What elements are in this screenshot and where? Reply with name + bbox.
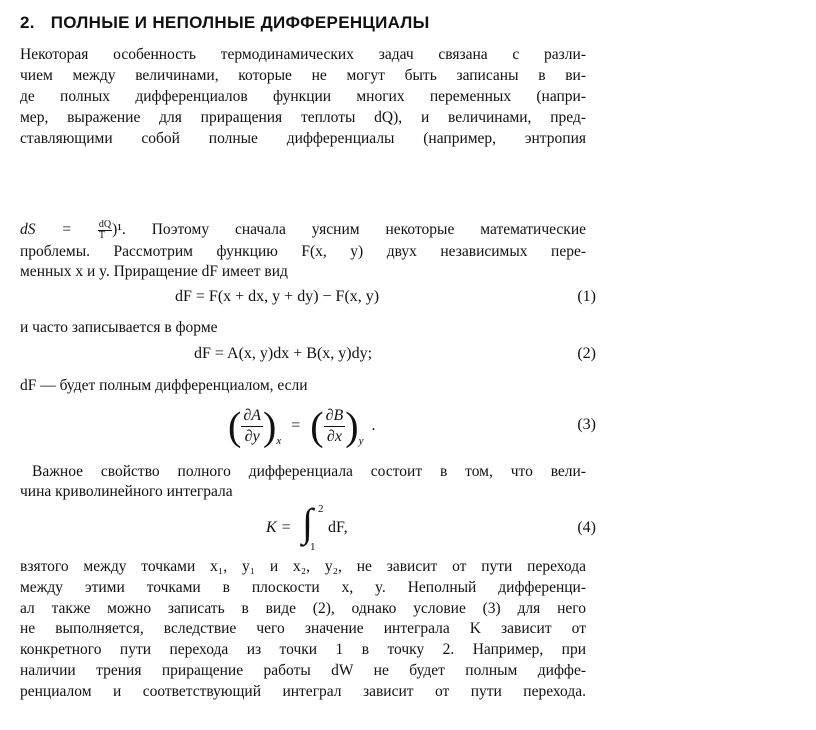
integral-lhs: K = [266,519,292,536]
p2-line: проблемы. Рассмотрим функцию F(x, y) двух независимых пере- [20,243,586,260]
p2-line-1 [20,218,586,242]
p4-line: взятого между точками x₁, y₁ и x₂, y₂, не зависит от пути перехода [20,558,586,575]
fraction-numerator: dQ [98,218,112,230]
equation-4-number: (4) [577,519,596,536]
text-after-eq1: и часто записывается в форме [20,319,218,336]
fraction-denominator: T [98,229,105,241]
right-paren: ) [345,403,359,449]
p1-line: мер, выражение для приращения теплоты dQ), и величинами, пред- [20,109,586,126]
p4-line: наличии трения приращение работы dW не будет полным диффе- [20,662,586,679]
section-number: 2. [20,13,35,32]
left-paren: ( [228,403,242,449]
p4-line: ал также можно записать в виде (2), однако условие (3) для него [20,600,586,617]
p1-line: Некоторая особенность термодинамических задач связана с разли- [20,46,586,63]
rhs-subscript: y [358,435,364,447]
equation-1: dF = F(x + dx, y + dy) − F(x, y) [175,288,380,305]
integrand: dF, [328,519,348,536]
p1-line: де полных дифференциалов функции многих переменных (напри- [20,88,586,105]
equation-3-number: (3) [577,416,596,433]
p4-line: не выполняется, вследствие чего значение интеграла K зависит от [20,620,586,637]
section-heading [20,13,430,33]
equation-3 [228,398,376,454]
left-paren: ( [310,403,324,449]
lhs-subscript: x [276,435,282,447]
integral-lower-limit: 1 [310,541,316,553]
lhs-denominator: ∂y [244,427,260,445]
equation-3-period: . [371,417,376,434]
section-title: ПОЛНЫЕ И НЕПОЛНЫЕ ДИФФЕРЕНЦИАЛЫ [50,13,430,32]
lhs-numerator: ∂A [241,406,263,427]
equation-2-number: (2) [577,345,596,362]
ds-prefix: dS = [20,221,72,238]
p3-line: Важное свойство полного дифференциала состоит в том, что вели- [32,463,586,480]
right-paren: ) [263,403,277,449]
p4-line: между этими точками в плоскости x, y. Неполный дифференци- [20,579,586,596]
p4-line: ренциалом и соответствующий интеграл зависит от пути перехода. [20,683,586,700]
equation-2: dF = A(x, y)dx + B(x, y)dy; [194,345,373,362]
integral-sign: ∫ [302,500,313,545]
p3-line: чина криволинейного интеграла [20,483,233,500]
equals-sign: = [291,417,301,434]
rhs-denominator: ∂x [326,427,342,445]
dq-over-t-fraction [98,220,112,241]
lhs-fraction [241,406,263,447]
rhs-numerator: ∂B [324,406,346,427]
text-after-eq2: dF — будет полным дифференциалом, если [20,377,308,394]
p2-line: менных x и y. Приращение dF имеет вид [20,263,288,280]
equation-1-number: (1) [577,288,596,305]
integral-upper-limit: 2 [318,503,324,515]
rhs-fraction [324,406,346,447]
p4-line: конкретного пути перехода из точки 1 в точку 2. Например, при [20,641,586,658]
p1-line: чием между величинами, которые не могут быть записаны в ви- [20,67,586,84]
p1-line: ставляющими собой полные дифференциалы (например, энтропия [20,130,586,147]
p2-line-1-suffix: )¹. Поэтому сначала уясним некоторые математические [112,221,586,238]
